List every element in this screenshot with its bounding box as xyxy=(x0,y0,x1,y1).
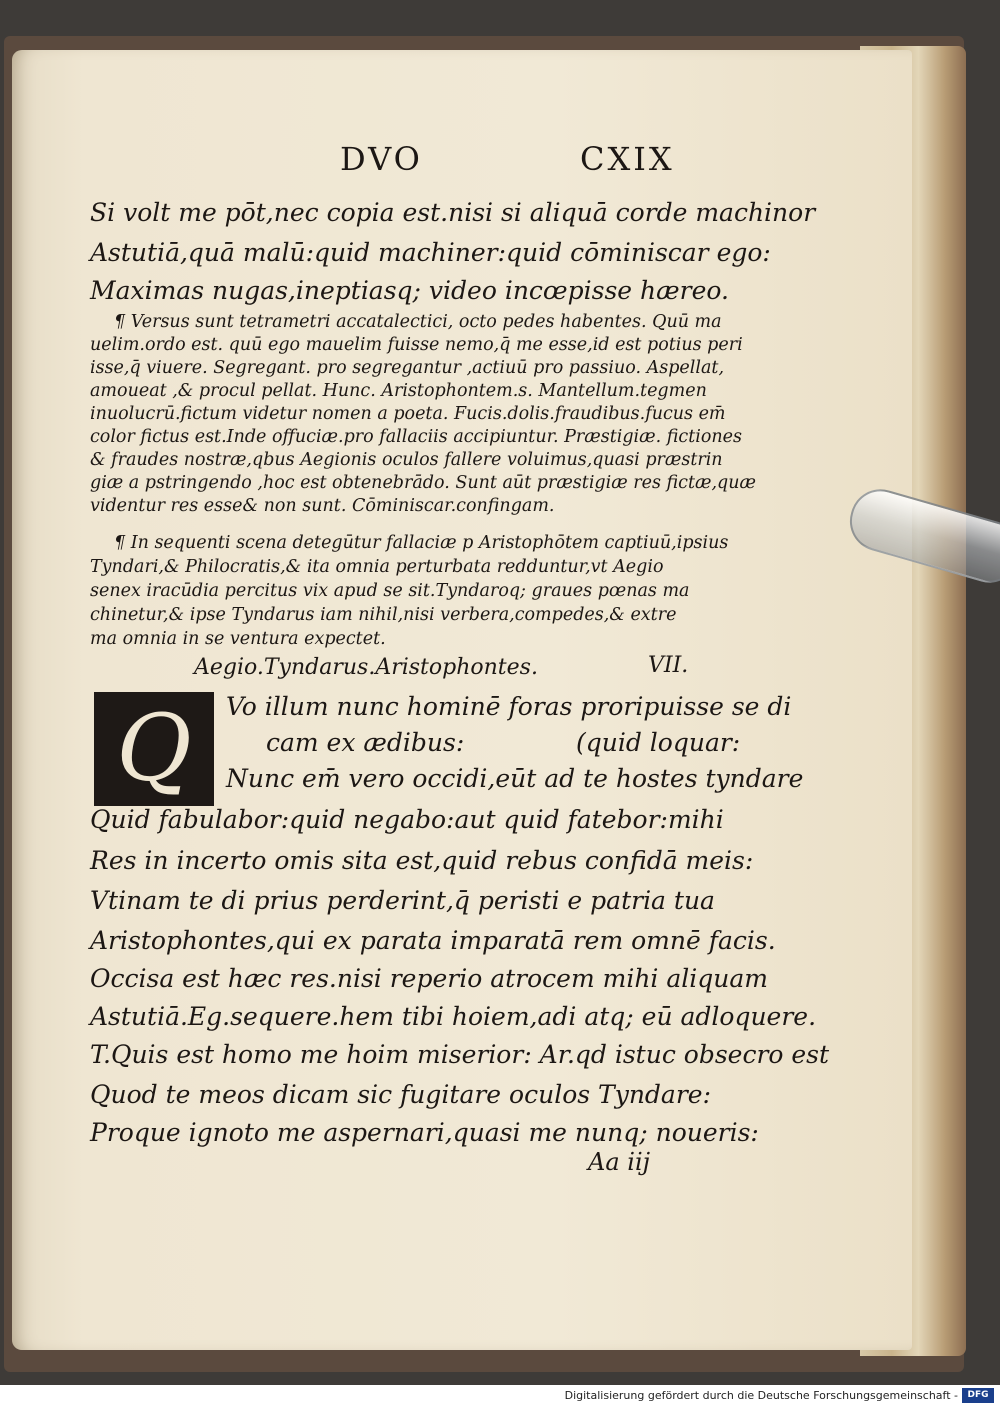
verse-line: Proque ignoto me aspernari,quasi me nunq; noueris: xyxy=(90,1118,759,1147)
verse-line: Astutiā,quā malū:quid machiner:quid cōminiscar ego: xyxy=(90,238,771,267)
verse-line: Vo illum nunc hominē foras proripuisse se di xyxy=(226,692,792,721)
running-header: DVO xyxy=(340,140,423,178)
verse-line: Quod te meos dicam sic fugitare oculos Tyndare: xyxy=(90,1080,711,1109)
footer-bar xyxy=(0,1385,1000,1408)
commentary-line: uelim.ordo est. quū ego mauelim fuisse nemo,q̄ me esse,id est potius peri xyxy=(90,335,743,355)
verse-line: (quid loquar: xyxy=(576,728,741,757)
verse-line: Maximas nugas,ineptiasq; video incœpisse hæreo. xyxy=(90,276,729,305)
commentary-line: chinetur,& ipse Tyndarus iam nihil,nisi verbera,compedes,& extre xyxy=(90,605,677,625)
signature-mark: Aa iij xyxy=(588,1148,651,1176)
commentary-line: giæ a pstringendo ,hoc est obtenebrādo. Sunt aūt præstigiæ res fictæ,quæ xyxy=(90,473,756,493)
commentary-line: color fictus est.Inde offuciæ.pro fallaciis accipiuntur. Præstigiæ. fictiones xyxy=(90,427,742,447)
commentary-line: amoueat ,& procul pellat. Hunc. Aristophontem.s. Mantellum.tegmen xyxy=(90,381,707,401)
scene-number: VII. xyxy=(648,653,689,678)
folio-number: CXIX xyxy=(580,140,675,178)
funding-credit: Digitalisierung gefördert durch die Deutsche Forschungsgemeinschaft - xyxy=(564,1389,958,1402)
verse-line: Astutiā.Eg.sequere.hem tibi hoiem,adi atq; eū adloquere. xyxy=(90,1002,817,1031)
commentary-line: Tyndari,& Philocratis,& ita omnia perturbata redduntur,vt Aegio xyxy=(90,557,664,577)
verse-line: cam ex ædibus: xyxy=(266,728,465,757)
commentary-line: ¶ Versus sunt tetrametri accatalectici, octo pedes habentes. Quū ma xyxy=(114,312,722,332)
initial-letter: Q xyxy=(116,695,192,802)
verse-line: Nunc em̄ vero occidi,eūt ad te hostes tyndare xyxy=(226,764,804,793)
verse-line: T.Quis est homo me hoim miserior: Ar.qd istuc obsecro est xyxy=(90,1040,830,1069)
verse-line: Quid fabulabor:quid negabo:aut quid fatebor:mihi xyxy=(90,805,724,834)
dfg-logo-icon: DFG xyxy=(962,1388,994,1403)
verse-line: Vtinam te di prius perderint,q̄ peristi e patria tua xyxy=(90,886,715,915)
verse-line: Aristophontes,qui ex parata imparatā rem omnē facis. xyxy=(90,926,776,955)
commentary-line: inuolucrū.fictum videtur nomen a poeta. Fucis.dolis.fraudibus.fucus em̄ xyxy=(90,404,726,424)
commentary-line: senex iracūdia percitus vix apud se sit.Tyndaroq; graues pœnas ma xyxy=(90,581,690,601)
commentary-line: isse,q̄ viuere. Segregant. pro segregantur ,actiuū pro passiuo. Aspellat, xyxy=(90,358,725,378)
decorated-initial xyxy=(94,692,214,806)
verse-line: Occisa est hæc res.nisi reperio atrocem mihi aliquam xyxy=(90,964,768,993)
commentary-line: videntur res esse& non sunt. Cōminiscar.confingam. xyxy=(90,496,555,516)
verse-line: Si volt me pōt,nec copia est.nisi si aliquā corde machinor xyxy=(90,198,816,227)
commentary-line: ma omnia in se ventura expectet. xyxy=(90,629,386,649)
scene-heading: Aegio.Tyndarus.Aristophontes. xyxy=(194,655,538,680)
commentary-line: & fraudes nostræ,qbus Aegionis oculos fallere voluimus,quasi præstrin xyxy=(90,450,723,470)
commentary-line: ¶ In sequenti scena detegūtur fallaciæ p Aristophōtem captiuū,ipsius xyxy=(114,533,729,553)
verse-line: Res in incerto omis sita est,quid rebus confidā meis: xyxy=(90,846,754,875)
